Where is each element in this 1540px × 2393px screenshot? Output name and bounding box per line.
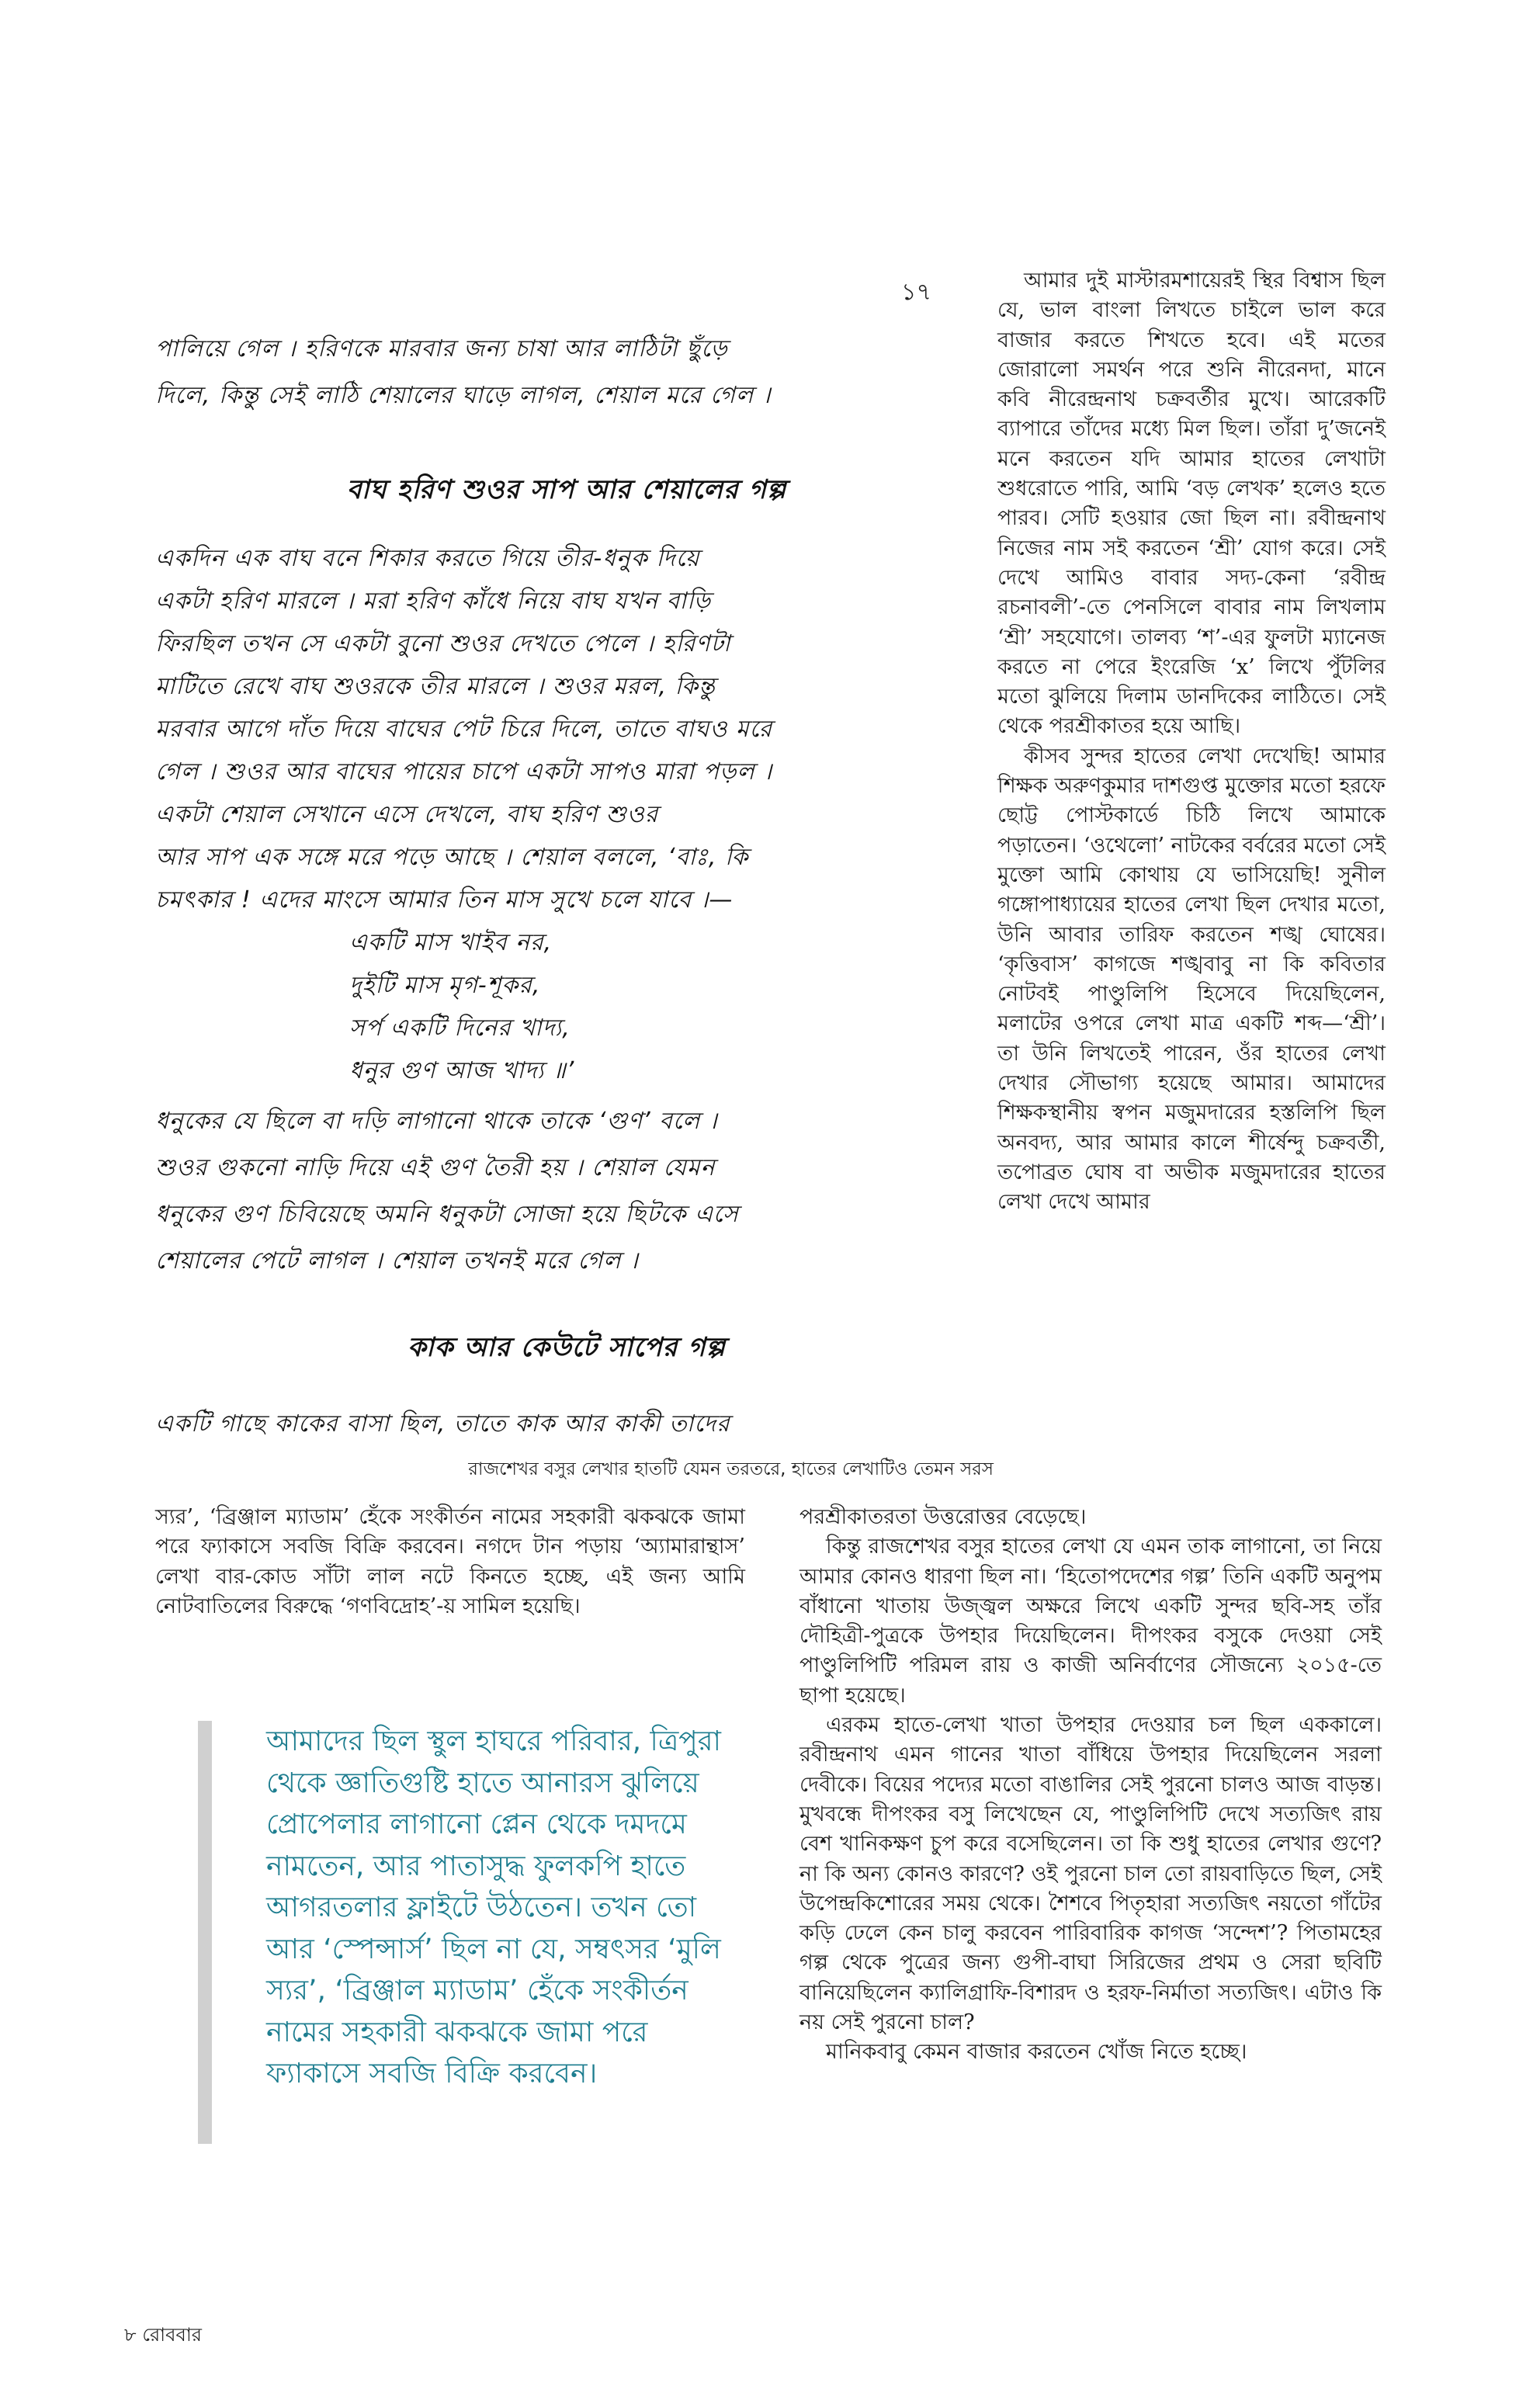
manuscript-verse-line: ধনুর গুণ আজ খাদ্য ॥’ xyxy=(349,1057,575,1084)
manuscript-line: মরবার আগে দাঁত দিয়ে বাঘের পেট চিরে দিলে, তাতে বাঘও মরে xyxy=(155,716,773,743)
manuscript-line: একদিন এক বাঘ বনে শিকার করতে গিয়ে তীর-ধনুক দিয়ে xyxy=(155,545,700,572)
manuscript-line: একটা শেয়াল সেখানে এসে দেখলে, বাঘ হরিণ শুওর xyxy=(155,801,659,828)
paragraph: কীসব সুন্দর হাতের লেখা দেখেছি! আমার শিক্ষক অরুণকুমার দাশগুপ্ত মুক্তোর মতো হরফে ছোট্ট পোস্টকার্ডে চিঠি লিখে আমাকে পড়াতেন। ‘ওথেলো’ নাটকের বর্বরের মতো সেই মুক্তো আমি কোথায় যে ভাসিয়েছি! সুনীল গঙ্গোপাধ্যায়ের হাতের লেখা ছিল দেখার মতো, উনি আবার তারিফ করতেন শঙ্খ ঘোষের। ‘কৃত্তিবাস’ কাগজে শঙ্খবাবু না কি কবিতার নোটবই পাণ্ডুলিপি হিসেবে দিয়েছিলেন, মলাটের ওপরে লেখা মাত্র একটি শব্দ—‘শ্রী’। তা উনি লিখতেই পারেন, ওঁর হাতের লেখা দেখার সৌভাগ্য হয়েছে আমার। আমাদের শিক্ষকস্থানীয় স্বপন মজুমদারের হস্তলিপি ছিল অনবদ্য, আর আমার কালে শীর্ষেন্দু চক্রবর্তী, তপোব্রত ঘোষ বা অভীক মজুমদারের হাতের লেখা দেখে আমার xyxy=(997,744,1386,1215)
manuscript-line: ফিরছিল তখন সে একটা বুনো শুওর দেখতে পেলে । হরিণটা xyxy=(155,630,731,657)
manuscript-line: একটি গাছে কাকের বাসা ছিল, তাতে কাক আর কাকী তাদের xyxy=(155,1410,730,1438)
manuscript-line: মাটিতে রেখে বাঘ শুওরকে তীর মারলে । শুওর মরল, কিন্তু xyxy=(155,673,716,700)
paragraph: পরশ্রীকাতরতা উত্তরোত্তর বেড়েছে। xyxy=(799,1505,1087,1529)
right-column-text xyxy=(997,266,1386,1218)
manuscript-story-title: বাঘ হরিণ শুওর সাপ আর শেয়ালের গল্প xyxy=(346,474,787,505)
manuscript-line: শুওর গুকনো নাড়ি দিয়ে এই গুণ তৈরী হয় । শেয়াল যেমন xyxy=(155,1154,716,1181)
manuscript-line: একটা হরিণ মারলে । মরা হরিণ কাঁধে নিয়ে বাঘ যখন বাড়ি xyxy=(155,588,712,615)
image-caption: রাজশেখর বসুর লেখার হাতটি যেমন তরতরে, হাতের লেখাটিও তেমন সরস xyxy=(468,1459,994,1479)
manuscript-line: ধনুকের গুণ চিবিয়েছে অমনি ধনুকটা সোজা হয়ে ছিটকে এসে xyxy=(155,1201,739,1228)
manuscript-line: চমৎকার ! এদের মাংসে আমার তিন মাস সুখে চলে যাবে ।— xyxy=(155,886,734,914)
pull-quote: আমাদের ছিল স্থুল হাঘরে পরিবার, ত্রিপুরা থেকে জ্ঞাতিগুষ্টি হাতে আনারস ঝুলিয়ে প্রোপেলার লাগানো প্লেন থেকে দমদমে নামতেন, আর পাতাসুদ্ধ ফুলকপি হাতে আগরতলার ফ্লাইটে উঠতেন। তখন তো আর ‘স্পেন্সার্স’ ছিল না যে, সম্বৎসর ‘মুলি স্যর’, ‘ব্রিঞ্জাল ম্যাডাম’ হেঁকে সংকীর্তন নামের সহকারী ঝকঝকে জামা পরে ফ্যাকাসে সবজি বিক্রি করবেন। xyxy=(198,1721,741,2144)
paragraph: মানিকবাবু কেমন বাজার করতেন খোঁজ নিতে হচ্ছে। xyxy=(826,2040,1247,2065)
paragraph: স্যর’, ‘ব্রিঞ্জাল ম্যাডাম’ হেঁকে সংকীর্তন নামের সহকারী ঝকঝকে জামা পরে ফ্যাকাসে সবজি বিক্রি করবেন। নগদে টান পড়ায় ‘অ্যামারান্থাস’ লেখা বার-কোড সাঁটা লাল নটে কিনতে হচ্ছে, এই জন্য আমি নোটবাতিলের বিরুদ্ধে ‘গণবিদ্রোহ’-য় সামিল হয়েছি। xyxy=(155,1505,745,1618)
paragraph: আমার দুই মাস্টারমশায়েরই স্থির বিশ্বাস ছিল যে, ভাল বাংলা লিখতে চাইলে ভাল করে বাজার করতে শিখতে হবে। এই মতের জোরালো সমর্থন পরে শুনি নীরেনদা, মানে কবি নীরেন্দ্রনাথ চক্রবর্তীর মুখে। আরেকটি ব্যাপারে তাঁদের মধ্যে মিল ছিল। তাঁরা দু’জনেই মনে করতেন যদি আমার হাতের লেখাটা শুধরোতে পারি, আমি ‘বড় লেখক’ হলেও হতে পারব। সেটি হওয়ার জো ছিল না। রবীন্দ্রনাথ নিজের নাম সই করতেন ‘শ্রী’ যোগ করে। সেই দেখে আমিও বাবার সদ্য-কেনা ‘রবীন্দ্র রচনাবলী’-তে পেনসিলে বাবার নাম লিখলাম ‘শ্রী’ সহযোগে। তালব্য ‘শ’-এর ফুলটা ম্যানেজ করতে না পেরে ইংরেজি ‘x’ লিখে পুঁটলির মতো ঝুলিয়ে দিলাম ডানদিকের লাঠিতে। সেই থেকে পরশ্রীকাতর হয়ে আছি। xyxy=(997,269,1386,739)
manuscript-verse-line: একটি মাস খাইব নর, xyxy=(349,929,553,956)
manuscript-line: পালিয়ে গেল । হরিণকে মারবার জন্য চাষা আর লাঠিটা ছুঁড়ে xyxy=(155,335,728,362)
paragraph: কিন্তু রাজশেখর বসুর হাতের লেখা যে এমন তাক লাগানো, তা নিয়ে আমার কোনও ধারণা ছিল না। ‘হিতোপদেশের গল্প’ তিনি একটি অনুপম বাঁধানো খাতায় উজ্জ্বল অক্ষরে লিখে একটি সুন্দর ছবি-সহ তাঁর দৌহিত্রী-পুত্রকে উপহার দিয়েছিলেন। দীপংকর বসুকে দেওয়া সেই পাণ্ডুলিপিটি পরিমল রায় ও কাজী অনির্বাণের সৌজন্যে ২০১৫-তে ছাপা হয়েছে। xyxy=(799,1535,1382,1708)
manuscript-verse-line: সর্প একটি দিনের খাদ্য, xyxy=(349,1014,571,1042)
page-footer: ৮ রোববার xyxy=(124,2324,202,2346)
manuscript-line: ধনুকের যে ছিলে বা দড়ি লাগানো থাকে তাকে ‘গুণ’ বলে । xyxy=(155,1108,718,1135)
manuscript-verse-line: দুইটি মাস মৃগ-শূকর, xyxy=(349,972,541,999)
manuscript-line: শেয়ালের পেটে লাগল । শেয়াল তখনই মরে গেল । xyxy=(155,1247,639,1275)
manuscript-page-number: ১৭ xyxy=(901,279,931,306)
manuscript-line: দিলে, কিন্তু সেই লাঠি শেয়ালের ঘাড়ে লাগল, শেয়াল মরে গেল । xyxy=(155,382,772,409)
manuscript-line: গেল । শুওর আর বাঘের পায়ের চাপে একটা সাপও মারা পড়ল । xyxy=(155,758,773,786)
bottom-right-column-text xyxy=(799,1503,1382,2068)
manuscript-line: আর সাপ এক সঙ্গে মরে পড়ে আছে । শেয়াল বললে, ‘বাঃ, কি xyxy=(155,844,749,871)
paragraph: এরকম হাতে-লেখা খাতা উপহার দেওয়ার চল ছিল এককালে। রবীন্দ্রনাথ এমন গানের খাতা বাঁধিয়ে উপহার দিয়েছিলেন সরলা দেবীকে। বিয়ের পদ্যের মতো বাঙালির সেই পুরনো চালও আজ বাড়ন্ত। মুখবন্ধে দীপংকর বসু লিখেছেন যে, পাণ্ডুলিপিটি দেখে সত্যজিৎ রায় বেশ খানিকক্ষণ চুপ করে বসেছিলেন। তা কি শুধু হাতের লেখার গুণে? না কি অন্য কোনও কারণে? ওই পুরনো চাল তো রায়বাড়িতে ছিল, সেই উপেন্দ্রকিশোরের সময় থেকে। শৈশবে পিতৃহারা সত্যজিৎ নয়তো গাঁটের কড়ি ঢেলে কেন চালু করবেন পারিবারিক কাগজ ‘সন্দেশ’? পিতামহের গল্প থেকে পুত্রের জন্য গুপী-বাঘা সিরিজের প্রথম ও সেরা ছবিটি বানিয়েছিলেন ক্যালিগ্রাফি-বিশারদ ও হরফ-নির্মাতা সত্যজিৎ। এটাও কি নয় সেই পুরনো চাল? xyxy=(799,1713,1382,2035)
manuscript-story-title: কাক আর কেউটে সাপের গল্প xyxy=(408,1332,726,1363)
bottom-left-column-text xyxy=(155,1503,745,1621)
handwritten-manuscript-image xyxy=(155,256,978,1455)
